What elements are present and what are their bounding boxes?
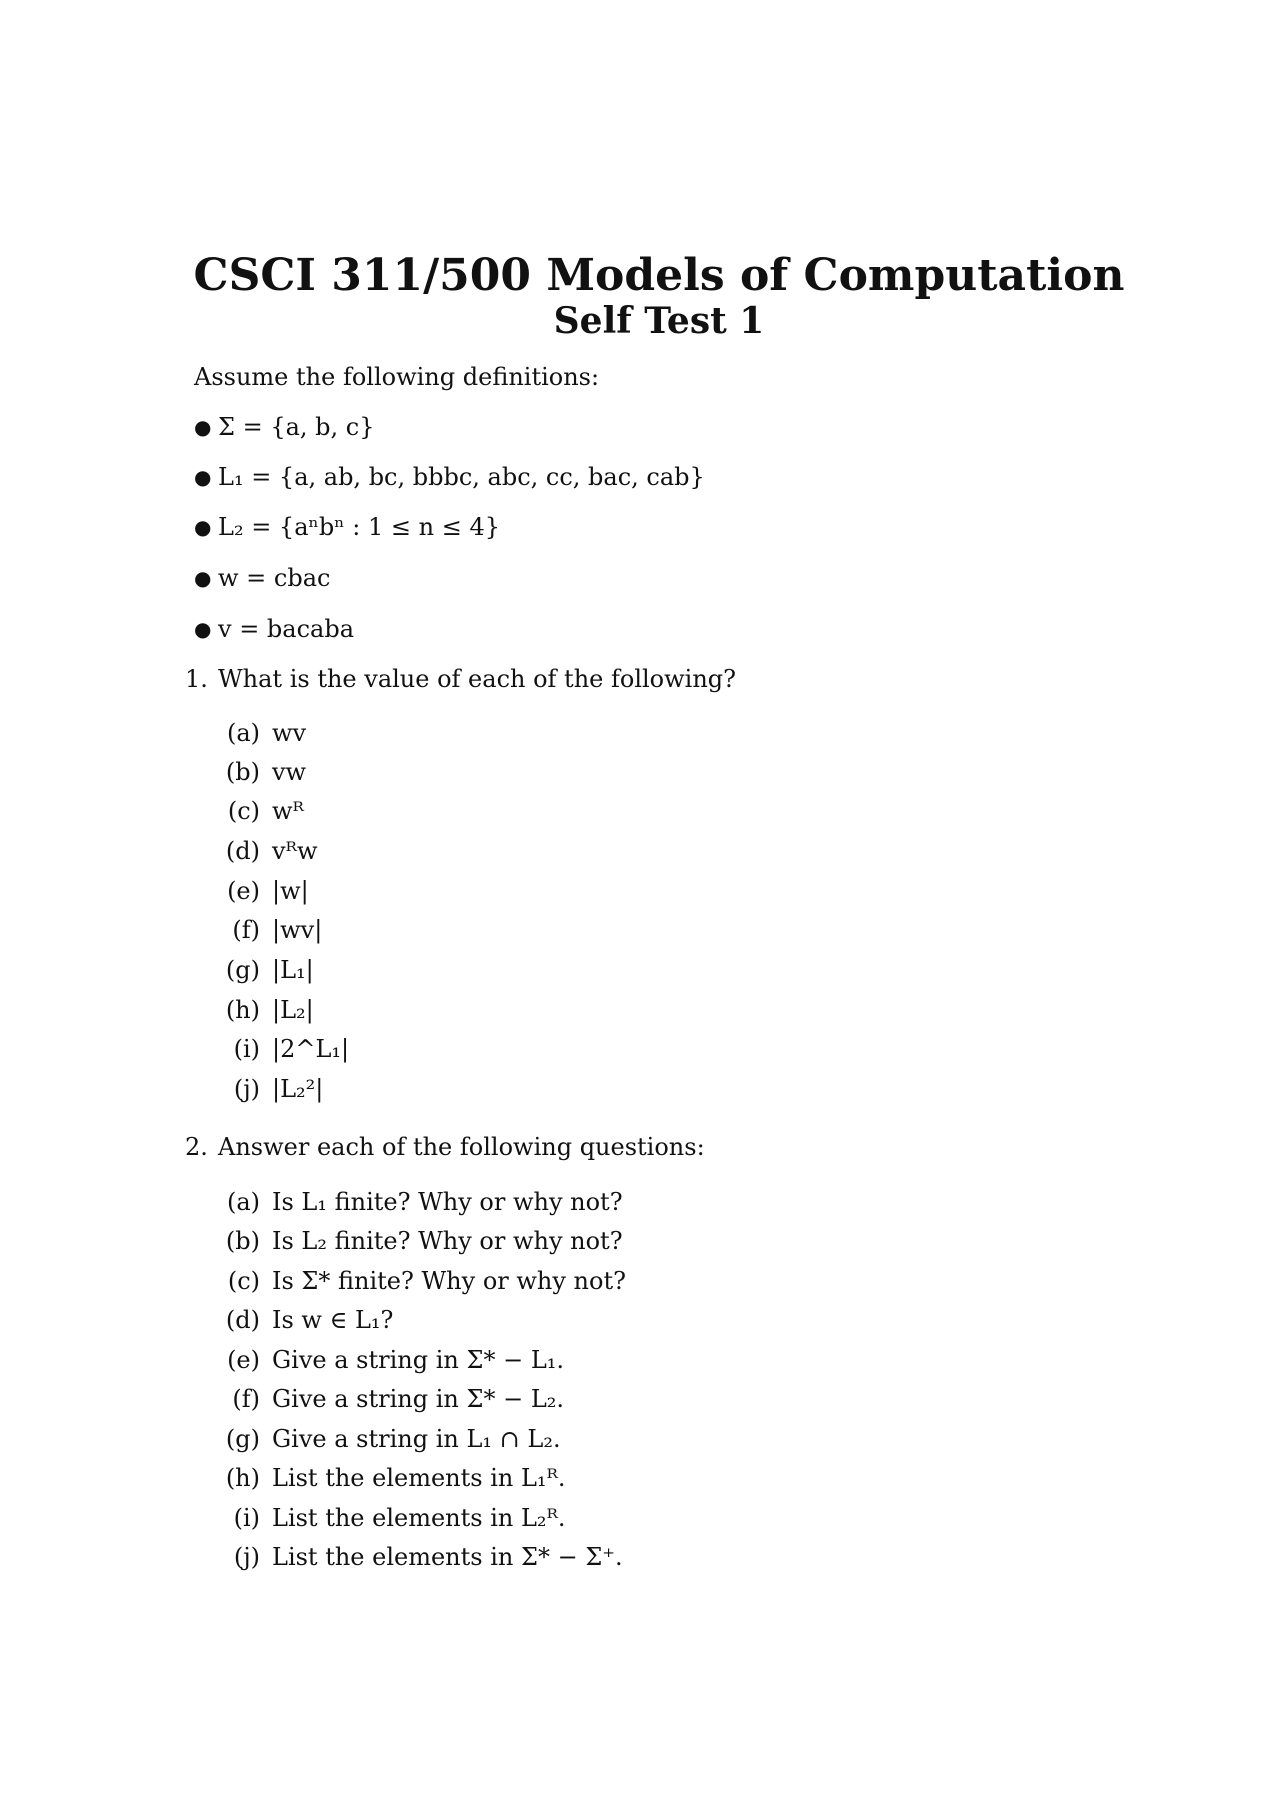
q2-part-text: Is Σ* finite? Why or why not? bbox=[272, 1267, 626, 1295]
q1-part-expr: |w| bbox=[272, 877, 309, 905]
q1-part-expr: wᴿ bbox=[272, 797, 304, 825]
part-label: (e) bbox=[227, 877, 260, 905]
part-label: (b) bbox=[225, 758, 260, 786]
part-label: (b) bbox=[225, 1227, 260, 1255]
part-label: (e) bbox=[227, 1346, 260, 1374]
q1-part-expr: vᴿw bbox=[272, 837, 318, 865]
part-label: (a) bbox=[226, 1188, 260, 1216]
page-title: CSCI 311/500 Models of Computation bbox=[193, 250, 1125, 301]
part-label: (g) bbox=[225, 1425, 260, 1453]
part-label: (j) bbox=[233, 1543, 260, 1571]
q1-part-expr: |L₂| bbox=[272, 996, 314, 1024]
q2-part-text: Give a string in Σ* − L₂. bbox=[272, 1385, 565, 1413]
q1-part-expr: wv bbox=[272, 719, 307, 747]
q1-part-expr: |wv| bbox=[272, 916, 323, 944]
part-label: (h) bbox=[225, 996, 260, 1024]
question-1-prompt: What is the value of each of the following? bbox=[218, 665, 737, 693]
q2-part-text: List the elements in L₁ᴿ. bbox=[272, 1464, 566, 1492]
q2-part-text: Is w ∈ L₁? bbox=[272, 1306, 394, 1334]
definition-sigma: Σ = {a, b, c} bbox=[218, 413, 375, 441]
part-label: (g) bbox=[225, 956, 260, 984]
definition-w: w = cbac bbox=[218, 564, 331, 592]
definition-l2: L₂ = {aⁿbⁿ : 1 ≤ n ≤ 4} bbox=[218, 513, 500, 541]
part-label: (d) bbox=[225, 1306, 260, 1334]
part-label: (i) bbox=[233, 1035, 260, 1063]
part-label: (f) bbox=[232, 916, 260, 944]
question-number: 2. bbox=[185, 1133, 208, 1161]
q2-part-text: Is L₂ finite? Why or why not? bbox=[272, 1227, 623, 1255]
bullet-icon: ● bbox=[194, 617, 212, 641]
q2-part-text: Is L₁ finite? Why or why not? bbox=[272, 1188, 623, 1216]
question-2-prompt: Answer each of the following questions: bbox=[218, 1133, 705, 1161]
part-label: (d) bbox=[225, 837, 260, 865]
q1-part-expr: |L₁| bbox=[272, 956, 314, 984]
part-label: (j) bbox=[233, 1075, 260, 1103]
q1-part-expr: |L₂²| bbox=[272, 1075, 324, 1103]
definition-v: v = bacaba bbox=[218, 615, 355, 643]
q2-part-text: List the elements in Σ* − Σ⁺. bbox=[272, 1543, 623, 1571]
bullet-icon: ● bbox=[194, 415, 212, 439]
q2-part-text: List the elements in L₂ᴿ. bbox=[272, 1504, 566, 1532]
part-label: (a) bbox=[226, 719, 260, 747]
intro-text: Assume the following definitions: bbox=[194, 363, 600, 391]
part-label: (c) bbox=[227, 797, 260, 825]
part-label: (i) bbox=[233, 1504, 260, 1532]
q2-part-text: Give a string in L₁ ∩ L₂. bbox=[272, 1425, 561, 1453]
definition-l1: L₁ = {a, ab, bc, bbbc, abc, cc, bac, cab} bbox=[218, 463, 705, 491]
part-label: (c) bbox=[227, 1267, 260, 1295]
q2-part-text: Give a string in Σ* − L₁. bbox=[272, 1346, 565, 1374]
q1-part-expr: vw bbox=[272, 758, 307, 786]
part-label: (f) bbox=[232, 1385, 260, 1413]
question-number: 1. bbox=[185, 665, 208, 693]
q1-part-expr: |2^L₁| bbox=[272, 1035, 350, 1063]
page-subtitle: Self Test 1 bbox=[553, 300, 765, 342]
part-label: (h) bbox=[225, 1464, 260, 1492]
bullet-icon: ● bbox=[194, 566, 212, 590]
bullet-icon: ● bbox=[194, 465, 212, 489]
bullet-icon: ● bbox=[194, 515, 212, 539]
